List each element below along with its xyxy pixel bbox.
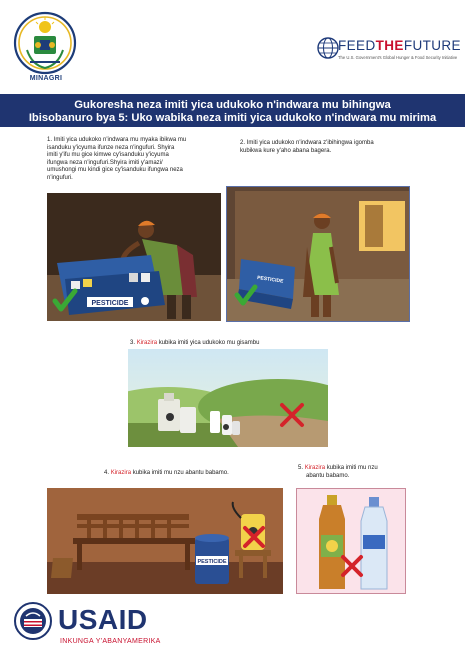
page-title: Gukoresha neza imiti yica udukoko n'indwara mu bihingwa [74, 99, 391, 111]
pesticide-box-label: PESTICIDE [91, 300, 129, 307]
step-4-text: 4. Kirazira kubika imiti mu nzu abantu babamo. [104, 470, 229, 476]
warning-label: Kirazira [304, 465, 326, 471]
step-5-illustration [296, 488, 406, 594]
step-3-illustration [128, 349, 328, 447]
step-4-illustration [47, 488, 283, 594]
feed-the-future-title: FEEDTHEFUTURE [338, 38, 461, 53]
svg-text:PESTICIDE: PESTICIDE [256, 275, 284, 285]
step-1-illustration [47, 193, 221, 321]
warning-label: Kirazira [110, 470, 132, 476]
minagri-label: MINAGRI [29, 75, 63, 82]
pesticide-barrel-label: PESTICIDE [197, 559, 227, 565]
step-2-text: 2. Imiti yica udukoko n'indwara z'ibihingwa igomba kubikwa kure y'aho abana bagera. [240, 140, 374, 154]
usaid-tagline: INKUNGA Y'ABANYAMERIKA [60, 638, 161, 645]
usaid-seal-icon [14, 602, 52, 640]
step-1-text: 1. Imiti yica udukoko n'indwara mu myaka ibikwa mu isanduku y'icyuma ifunze neza n'ingufuri. Shyira imiti y'ifu mu gice kimwe cy'isanduku y'icyuma ifungwa neza n'ingufuri.Shyira imiti y'amazi/ umushongi mu kindi gice cy'isanduku ifungwa neza n'ingufuri. [47, 137, 187, 181]
step-3-text: 3. Kirazira kubika imiti yica udukoko mu gisambu [130, 340, 260, 346]
warning-label: Kirazira [136, 340, 158, 346]
page-subtitle: Ibisobanuro bya 5: Uko wabika neza imiti yica udukoko n'indwara mu mirima [28, 112, 437, 124]
usaid-wordmark: USAID [58, 604, 148, 635]
step-5-text: 5. Kirazira kubika imiti mu nzu abantu babamo. [298, 465, 378, 479]
feed-the-future-tagline: The U.S. Government's Global Hunger & Food Security Initiative [338, 55, 458, 60]
step-2-illustration [226, 186, 410, 322]
